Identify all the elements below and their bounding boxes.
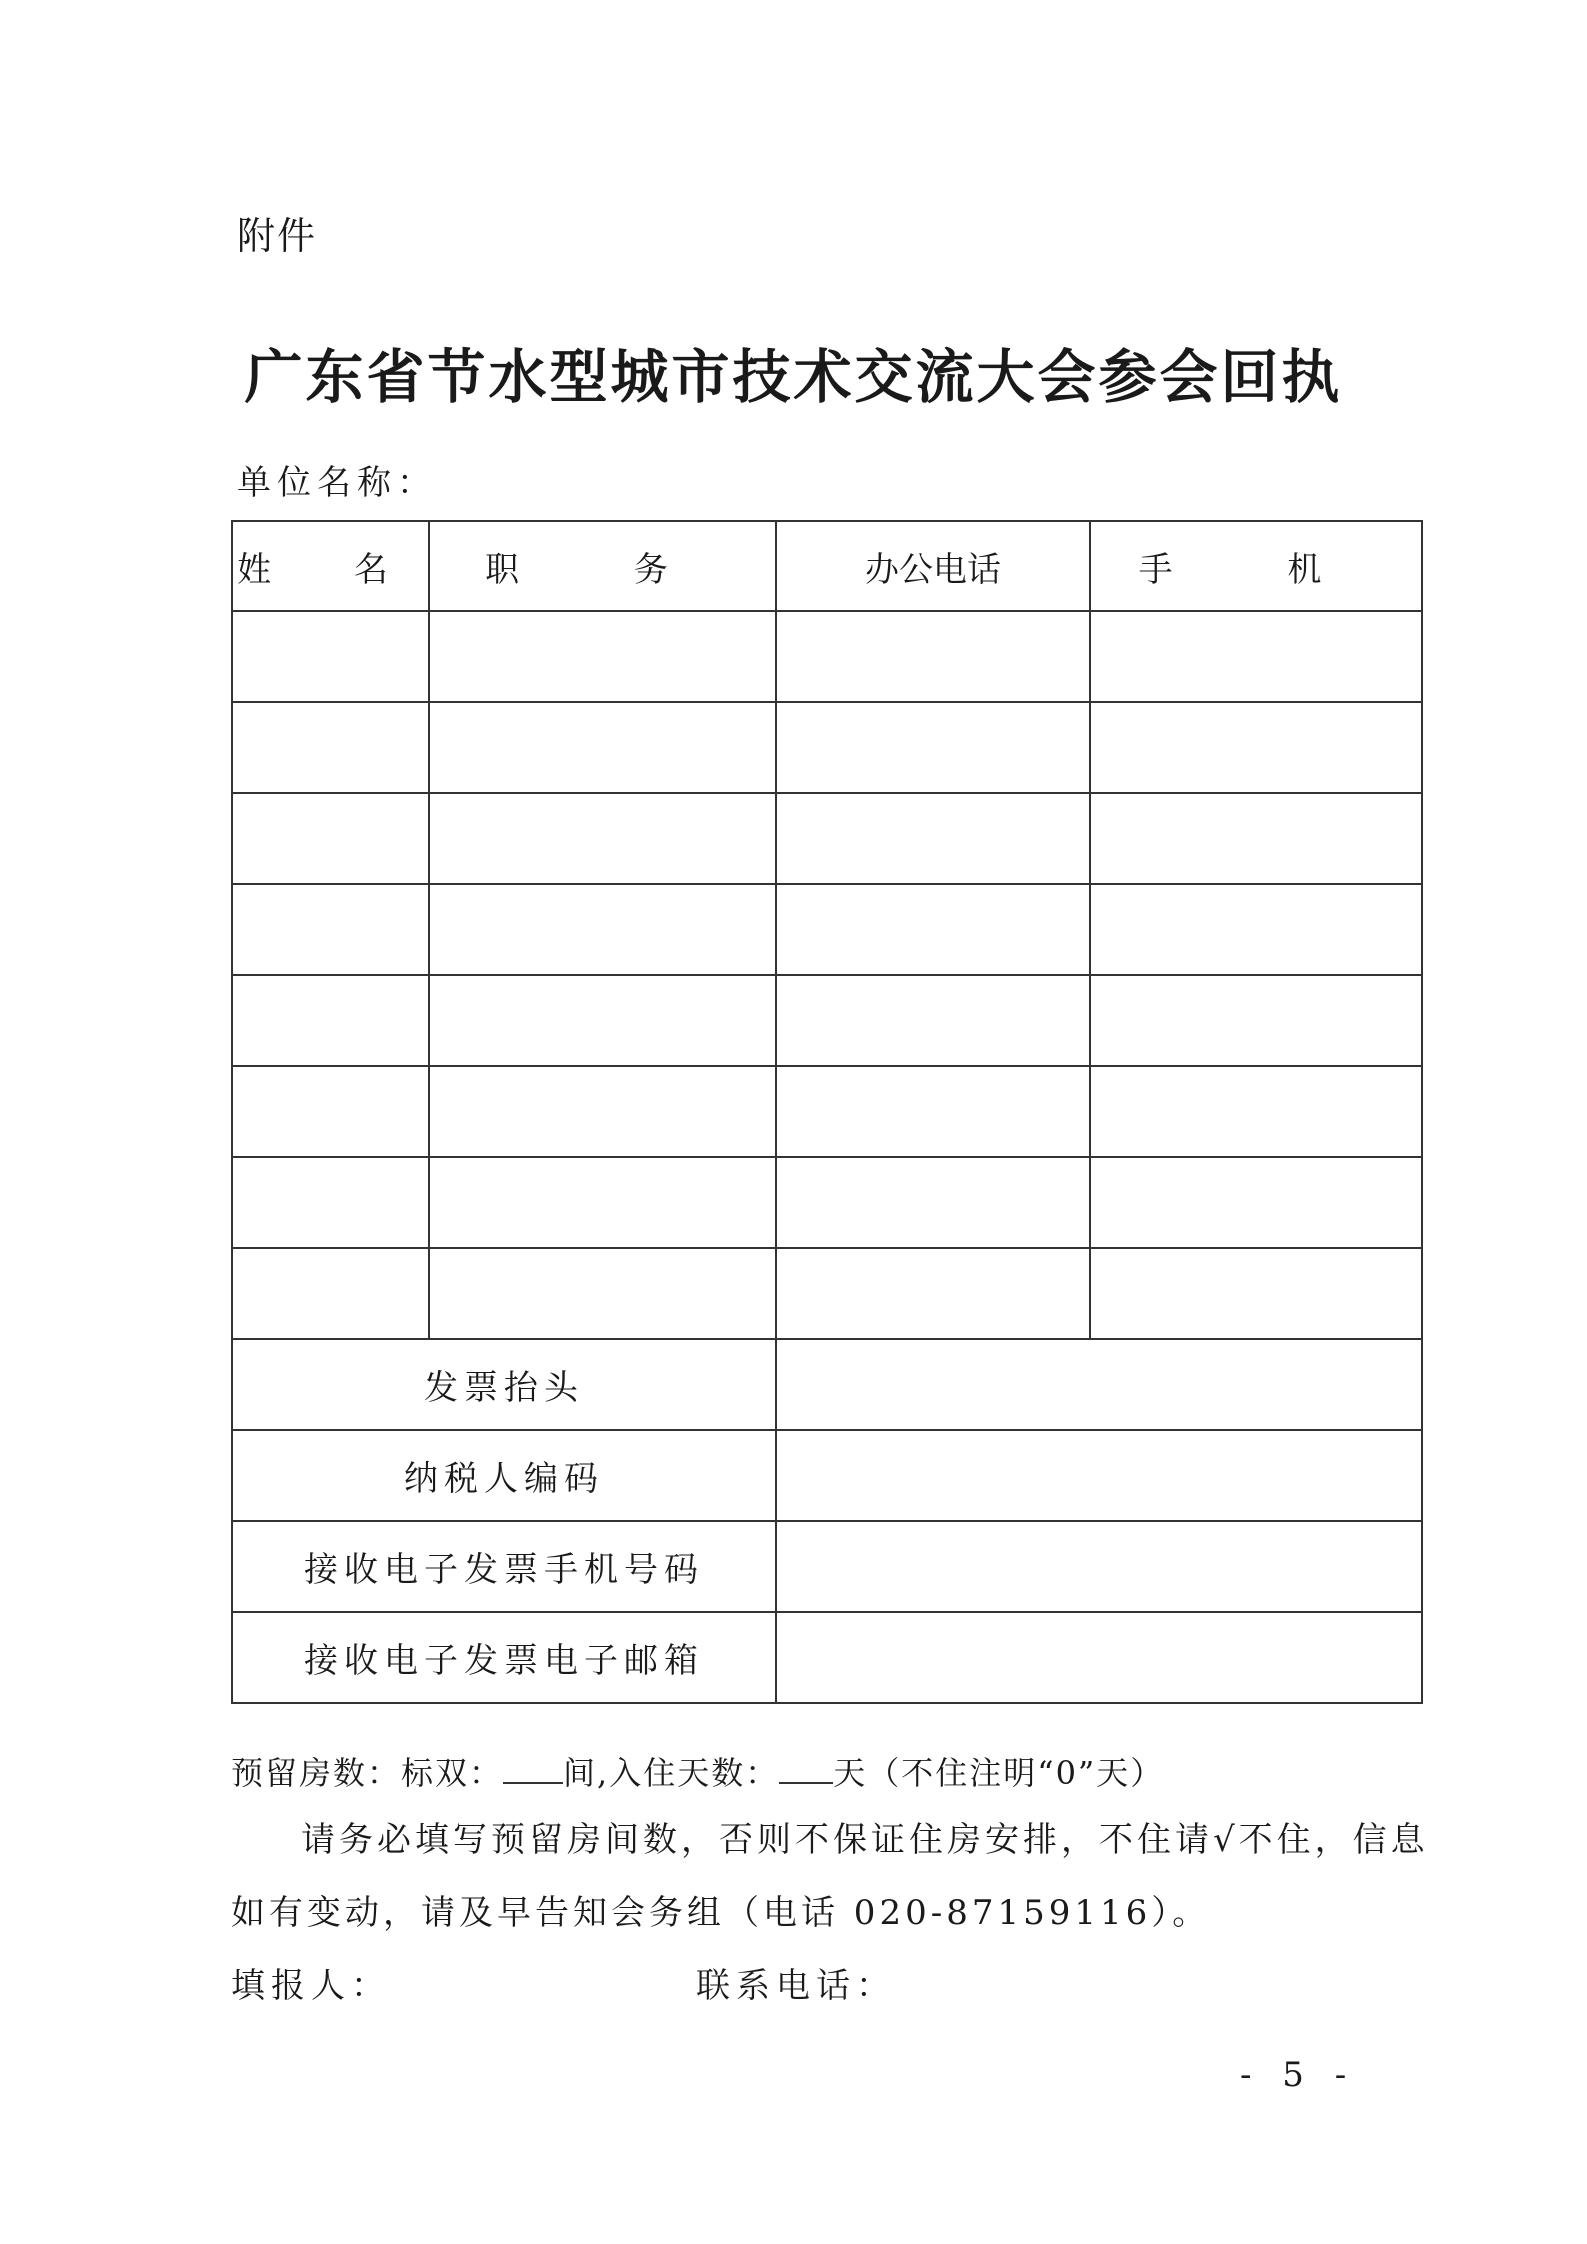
- page-title: 广东省节水型城市技术交流大会参会回执: [244, 343, 1343, 411]
- office-phone-cell[interactable]: [776, 611, 1090, 702]
- name-cell[interactable]: [232, 1248, 429, 1339]
- attendee-row: [232, 975, 1422, 1066]
- position-cell[interactable]: [429, 702, 776, 793]
- invoice-value-cell[interactable]: [776, 1430, 1422, 1521]
- name-cell[interactable]: [232, 1157, 429, 1248]
- mobile-cell[interactable]: [1090, 611, 1422, 702]
- room-reservation-line: [231, 1748, 1164, 1794]
- attendee-row: [232, 1248, 1422, 1339]
- invoice-row: [232, 1339, 1422, 1430]
- notice-line-2: 如有变动，请及早告知会务组（电话 020-87159116）。: [231, 1893, 1211, 1933]
- invoice-label: 发票抬头: [232, 1339, 776, 1430]
- contact-phone-label: 联系电话：: [696, 1966, 896, 2006]
- invoice-value-cell[interactable]: [776, 1339, 1422, 1430]
- invoice-label: 接收电子发票电子邮箱: [232, 1612, 776, 1703]
- office-phone-cell[interactable]: [776, 975, 1090, 1066]
- name-cell[interactable]: [232, 1066, 429, 1157]
- office-phone-cell[interactable]: [776, 884, 1090, 975]
- header-position: 职 务: [429, 521, 776, 611]
- attendee-row: [232, 611, 1422, 702]
- invoice-label: 纳税人编码: [232, 1430, 776, 1521]
- name-cell[interactable]: [232, 793, 429, 884]
- position-cell[interactable]: [429, 793, 776, 884]
- room-prefix: 预留房数：标双：: [231, 1754, 504, 1792]
- office-phone-cell[interactable]: [776, 1066, 1090, 1157]
- header-mobile: 手 机: [1090, 521, 1422, 611]
- mobile-cell[interactable]: [1090, 1157, 1422, 1248]
- attendee-row: [232, 793, 1422, 884]
- mobile-cell[interactable]: [1090, 793, 1422, 884]
- position-cell[interactable]: [429, 975, 776, 1066]
- header-office-phone: 办公电话: [776, 521, 1090, 611]
- invoice-row: [232, 1430, 1422, 1521]
- position-cell[interactable]: [429, 1248, 776, 1339]
- name-cell[interactable]: [232, 702, 429, 793]
- position-cell[interactable]: [429, 1066, 776, 1157]
- registration-table: [231, 520, 1423, 1704]
- position-cell[interactable]: [429, 1157, 776, 1248]
- mobile-cell[interactable]: [1090, 1248, 1422, 1339]
- unit-name-label: 单位名称：: [237, 463, 437, 503]
- stay-days-blank[interactable]: [779, 1752, 833, 1784]
- invoice-row: [232, 1612, 1422, 1703]
- name-cell[interactable]: [232, 884, 429, 975]
- room-count-blank[interactable]: [503, 1752, 563, 1784]
- filler-label: 填报人：: [231, 1966, 391, 2006]
- office-phone-cell[interactable]: [776, 1248, 1090, 1339]
- day-unit-text: 天（不住注明“0”天）: [833, 1754, 1165, 1792]
- notice-line-1: 请务必填写预留房间数，否则不保证住房安排，不住请√不住，信息: [301, 1820, 1429, 1860]
- table-header-row: [232, 521, 1422, 611]
- invoice-row: [232, 1521, 1422, 1612]
- attendee-row: [232, 702, 1422, 793]
- mobile-cell[interactable]: [1090, 884, 1422, 975]
- mobile-cell[interactable]: [1090, 975, 1422, 1066]
- header-name: 姓 名: [232, 521, 429, 611]
- attachment-label: 附件: [237, 214, 318, 258]
- invoice-value-cell[interactable]: [776, 1612, 1422, 1703]
- position-cell[interactable]: [429, 611, 776, 702]
- attendee-row: [232, 1066, 1422, 1157]
- attendee-row: [232, 884, 1422, 975]
- invoice-value-cell[interactable]: [776, 1521, 1422, 1612]
- mobile-cell[interactable]: [1090, 702, 1422, 793]
- name-cell[interactable]: [232, 975, 429, 1066]
- invoice-label: 接收电子发票手机号码: [232, 1521, 776, 1612]
- mobile-cell[interactable]: [1090, 1066, 1422, 1157]
- name-cell[interactable]: [232, 611, 429, 702]
- office-phone-cell[interactable]: [776, 793, 1090, 884]
- position-cell[interactable]: [429, 884, 776, 975]
- attendee-row: [232, 1157, 1422, 1248]
- page-number: - 5 -: [1240, 2055, 1357, 2095]
- room-unit-text: 间,入住天数：: [563, 1754, 780, 1792]
- office-phone-cell[interactable]: [776, 1157, 1090, 1248]
- office-phone-cell[interactable]: [776, 702, 1090, 793]
